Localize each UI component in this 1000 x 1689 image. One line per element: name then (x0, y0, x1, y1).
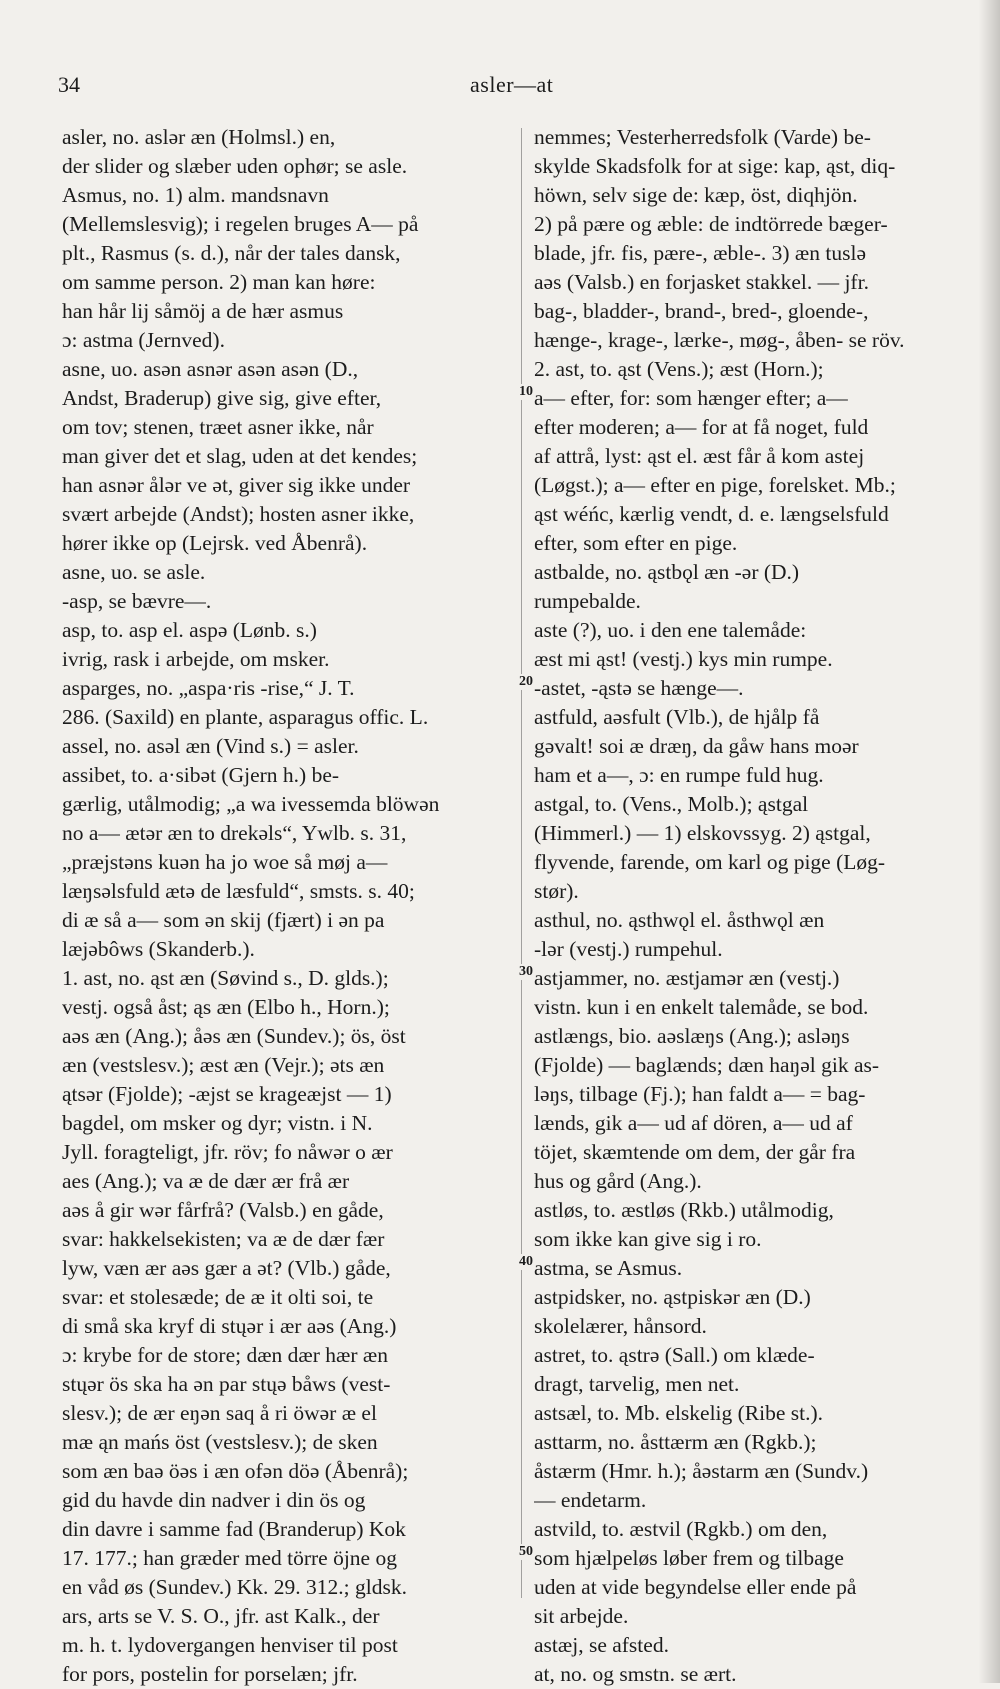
text-line: aəs æn (Ang.); åəs æn (Sundev.); ös, öst (62, 1024, 406, 1048)
text-line: ham et a—, ɔ: en rumpe fuld hug. (534, 763, 824, 787)
text-line: ars, arts se V. S. O., jfr. ast Kalk., der (62, 1604, 380, 1628)
text-line: æst mi ąst! (vestj.) kys min rumpe. (534, 647, 833, 671)
text-line: ɔ: astma (Jernved). (62, 328, 225, 352)
text-line: astjammer, no. æstjamər æn (vestj.) (534, 966, 840, 990)
left-column (62, 123, 510, 1689)
text-line: af attrå, lyst: ąst el. æst får å kom astej (534, 444, 865, 468)
text-line: 286. (Saxild) en plante, asparagus offic. L. (62, 705, 429, 729)
text-line: bagdel, om msker og dyr; vistn. i N. (62, 1111, 373, 1135)
text-line: — endetarm. (534, 1488, 647, 1512)
text-line: der slider og slæber uden ophør; se asle. (62, 154, 408, 178)
text-line: som hjælpeløs løber frem og tilbage (534, 1546, 844, 1570)
text-line: -lər (vestj.) rumpehul. (534, 937, 723, 961)
text-line: ątsər (Fjolde); -æjst se krageæjst — 1) (62, 1082, 392, 1106)
text-line: hænge-, krage-, lærke-, møg-, åben- se röv. (534, 328, 905, 352)
text-line: aəs å gir wər fårfrå? (Valsb.) en gåde, (62, 1198, 384, 1222)
text-line: astfuld, aəsfult (Vlb.), de hjålp få (534, 705, 820, 729)
text-line: asttarm, no. åsttærm æn (Rgkb.); (534, 1430, 817, 1454)
text-line: gid du havde din nadver i din ös og (62, 1488, 366, 1512)
text-line: efter, som efter en pige. (534, 531, 738, 555)
text-line: han hår lij såmöj a de hær asmus (62, 299, 344, 323)
text-line: æn (vestslesv.); æst æn (Vejr.); əts æn (62, 1053, 385, 1077)
text-line: asne, uo. se asle. (62, 560, 206, 584)
text-line: (Fjolde) — baglænds; dæn haŋəl gik as- (534, 1053, 880, 1077)
text-line: blade, jfr. fis, pære-, æble-. 3) æn tuslə (534, 241, 866, 265)
text-line: dragt, tarvelig, men net. (534, 1372, 740, 1396)
text-line: han asnər ålər ve ət, giver sig ikke under (62, 473, 411, 497)
line-number-50: 50 (513, 1544, 539, 1560)
text-line: 17. 177.; han græder med törre öjne og (62, 1546, 397, 1570)
text-line: (Mellemslesvig); i regelen bruges A— på (62, 212, 419, 236)
text-line: aəs (Valsb.) en forjasket stakkel. — jfr. (534, 270, 869, 294)
text-line: vestj. også åst; ąs æn (Elbo h., Horn.); (62, 995, 390, 1019)
column-divider (521, 128, 522, 1598)
text-line: asp, to. asp el. aspə (Lønb. s.) (62, 618, 317, 642)
text-line: asler, no. aslər æn (Holmsl.) en, (62, 125, 336, 149)
text-line: rumpebalde. (534, 589, 641, 613)
text-line: hører ikke op (Lejrsk. ved Åbenrå). (62, 531, 368, 555)
text-line: 1. ast, no. ąst æn (Søvind s., D. glds.); (62, 966, 389, 990)
text-line: astma, se Asmus. (534, 1256, 683, 1280)
line-number-10: 10 (513, 384, 539, 400)
text-line: (Løgst.); a— efter en pige, forelsket. Mb.; (534, 473, 896, 497)
text-line: 2. ast, to. ąst (Vens.); æst (Horn.); (534, 357, 824, 381)
text-line: for pors, postelin for porselæn; jfr. (62, 1662, 358, 1686)
text-line: ąst wéńc, kærlig vendt, d. e. længselsfuld (534, 502, 889, 526)
text-line: astret, to. ąstrə (Sall.) om klæde- (534, 1343, 815, 1367)
text-line: uden at vide begyndelse eller ende på (534, 1575, 857, 1599)
line-number-20: 20 (513, 674, 539, 690)
text-line: som æn baə öəs i æn ofən döə (Åbenrå); (62, 1459, 409, 1483)
line-number-30: 30 (513, 964, 539, 980)
text-line: nemmes; Vesterherredsfolk (Varde) be- (534, 125, 871, 149)
text-line: astløs, to. æstløs (Rkb.) utålmodig, (534, 1198, 834, 1222)
text-line: astæj, se afsted. (534, 1633, 669, 1657)
text-line: om samme person. 2) man kan høre: (62, 270, 376, 294)
text-line: „præjstəns kuən ha jo woe så møj a— (62, 850, 388, 874)
text-line: gærlig, utålmodig; „a wa ivessemda blöwən (62, 792, 440, 816)
text-line: bag-, bladder-, brand-, bred-, gloende-, (534, 299, 869, 323)
text-line: vistn. kun i en enkelt talemåde, se bod. (534, 995, 869, 1019)
text-line: a— efter, for: som hænger efter; a— (534, 386, 848, 410)
text-line: ləŋs, tilbage (Fj.); han faldt a— = bag- (534, 1082, 866, 1106)
text-line: astsæl, to. Mb. elskelig (Ribe st.). (534, 1401, 824, 1425)
text-line: svært arbejde (Andst); hosten asner ikke, (62, 502, 415, 526)
text-line: lænds, gik a— ud af dören, a— ud af (534, 1111, 853, 1135)
text-line: ivrig, rask i arbejde, om msker. (62, 647, 330, 671)
text-line: mæ ąn mańs öst (vestslesv.); de sken (62, 1430, 378, 1454)
text-line: svar: hakkelsekisten; va æ de dær fær (62, 1227, 385, 1251)
text-line: om tov; stenen, træet asner ikke, når (62, 415, 374, 439)
text-line: skylde Skadsfolk for at sige: kap, ąst, diq- (534, 154, 896, 178)
text-line: di små ska kryf di stųər i ær aəs (Ang.) (62, 1314, 397, 1338)
text-line: -asp, se bævre—. (62, 589, 212, 613)
text-line: töjet, skæmtende om dem, der går fra (534, 1140, 856, 1164)
text-line: stųər ös ska ha ən par stųə båws (vest- (62, 1372, 391, 1396)
right-column (534, 123, 974, 1689)
text-line: din davre i samme fad (Branderup) Kok (62, 1517, 406, 1541)
text-line: flyvende, farende, om karl og pige (Løg- (534, 850, 886, 874)
page-edge-shadow (978, 0, 1000, 1683)
text-line: efter moderen; a— for at få noget, fuld (534, 415, 869, 439)
text-line: skolelærer, hånsord. (534, 1314, 707, 1338)
text-line: asthul, no. ąsthwǫl el. åsthwǫl æn (534, 908, 825, 932)
text-line: ɔ: krybe for de store; dæn dær hær æn (62, 1343, 389, 1367)
text-line: höwn, selv sige de: kæp, öst, diqhjön. (534, 183, 858, 207)
text-line: læjəbôws (Skanderb.). (62, 937, 255, 961)
text-line: Jyll. foragteligt, jfr. röv; fo nåwər o ær (62, 1140, 393, 1164)
text-line: asparges, no. „aspa·ris -rise,“ J. T. (62, 676, 355, 700)
text-line: plt., Rasmus (s. d.), når der tales dansk, (62, 241, 401, 265)
text-line: at, no. og smstn. se ært. (534, 1662, 737, 1686)
text-line: gəvalt! soi æ dræŋ, da gåw hans moər (534, 734, 859, 758)
running-head: asler—at (470, 72, 554, 97)
text-line: man giver det et slag, uden at det kendes; (62, 444, 418, 468)
text-line: aes (Ang.); va æ de dær ær frå ær (62, 1169, 350, 1193)
line-number-40: 40 (513, 1254, 539, 1270)
text-line: di æ så a— som ən skij (fjært) i ən pa (62, 908, 385, 932)
text-line: Asmus, no. 1) alm. mandsnavn (62, 183, 329, 207)
text-line: no a— ætər æn to drekəls“, Ywlb. s. 31, (62, 821, 407, 845)
page-number: 34 (58, 72, 80, 97)
text-line: slesv.); de ær eŋən saq å ri öwər æ el (62, 1401, 377, 1425)
text-line: astvild, to. æstvil (Rgkb.) om den, (534, 1517, 828, 1541)
text-line: astgal, to. (Vens., Molb.); ąstgal (534, 792, 809, 816)
text-line: -astet, -ąstə se hænge—. (534, 676, 744, 700)
text-line: sit arbejde. (534, 1604, 629, 1628)
text-line: svar: et stolesæde; de æ it olti soi, te (62, 1285, 374, 1309)
text-line: hus og gård (Ang.). (534, 1169, 702, 1193)
text-line: astpidsker, no. ąstpiskər æn (D.) (534, 1285, 811, 1309)
text-line: astbalde, no. ąstbǫl æn -ər (D.) (534, 560, 800, 584)
text-line: assel, no. asəl æn (Vind s.) = asler. (62, 734, 359, 758)
text-line: læŋsəlsfuld ætə de læsfuld“, smsts. s. 40; (62, 879, 415, 903)
text-line: asne, uo. asən asnər asən asən (D., (62, 357, 359, 381)
text-line: stør). (534, 879, 579, 903)
text-line: en våd øs (Sundev.) Kk. 29. 312.; gldsk. (62, 1575, 407, 1599)
text-line: 2) på pære og æble: de indtörrede bæger- (534, 212, 888, 236)
text-line: som ikke kan give sig i ro. (534, 1227, 762, 1251)
text-line: assibet, to. a·sibət (Gjern h.) be- (62, 763, 340, 787)
text-line: Andst, Braderup) give sig, give efter, (62, 386, 382, 410)
text-line: aste (?), uo. i den ene talemåde: (534, 618, 807, 642)
text-line: åstærm (Hmr. h.); åəstarm æn (Sundv.) (534, 1459, 869, 1483)
text-line: astlængs, bio. aəslæŋs (Ang.); asləŋs (534, 1024, 850, 1048)
text-line: m. h. t. lydovergangen henviser til post (62, 1633, 398, 1657)
text-line: (Himmerl.) — 1) elskovssyg. 2) ąstgal, (534, 821, 871, 845)
text-line: lyw, væn ær aəs gær a ət? (Vlb.) gåde, (62, 1256, 391, 1280)
